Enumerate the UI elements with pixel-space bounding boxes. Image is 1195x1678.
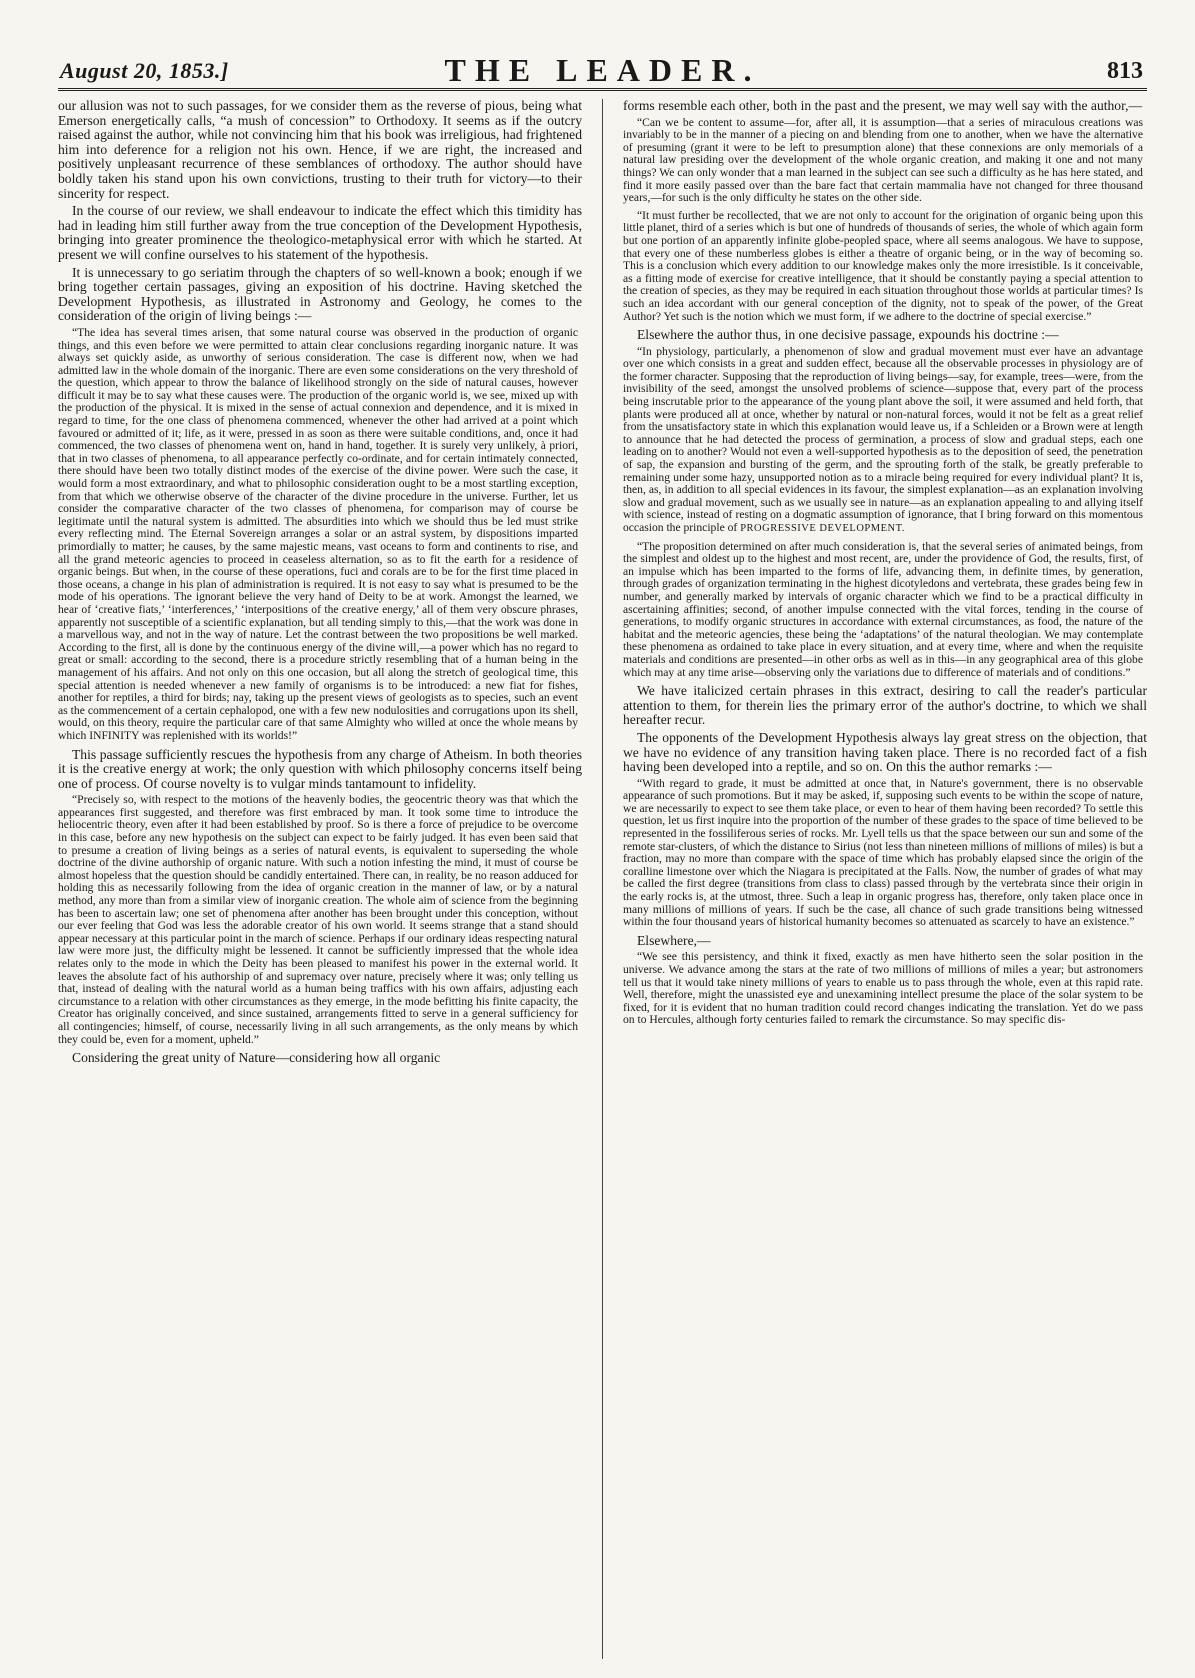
column-rule (602, 99, 603, 1659)
paragraph: forms resemble each other, both in the past and the present, we may well say with the author,— (622, 99, 1143, 113)
quotation: “The proposition determined on after much consideration is, that the several series of animated beings, from the simplest and oldest up to the highest and most recent, are, under the providence of God, the results, first, of an impulse which has been imparted to the forms of life, advancing them, in definite times, by generation, through grades of organization terminating in the highest dicotyledons and vertebrata, these grades being few in number, and generally marked by intervals of organic character which we find to be a practical difficulty in ascertaining affinities; second, of another impulse connected with the vital forces, tending in the course of generations, to modify organic structures in accordance with external circumstances, as food, the nature of the habitat and the meteoric agencies, these being the ‘adaptations’ of the natural theologian. We may contemplate these phenomena as ordained to take place in every situation, and at every time, where and when the requisite materials and conditions are presented—in other orbs as well as in this—in any geographical area of this globe which may at any time arise—observing only the variations due to difference of materials and of conditions.” (622, 539, 1143, 679)
masthead (58, 0, 1147, 91)
paragraph: Elsewhere the author thus, in one decisive passage, expounds his doctrine :— (636, 327, 1059, 343)
quotation: “Can we be content to assume—for, after all, it is assumption—that a series of miraculous creations was invariably to be in the manner of a piecing on and blending from one to another, when we have the alternative of presuming (grant it were to be left to presumption alone) that these connexions are only memorials of a natural law presiding over the development of the whole organic creation, and making it one and not many things? We can only wonder that a man learned in the subject can see such a difficulty as he has here stated, and find it more easily passed over than the bare fact that certain mammalia have not changed for three thousand years,—for such is the only difficulty he states on the other side. (622, 115, 1143, 205)
page-number: 813 (1107, 58, 1143, 84)
issue-date: August 20, 1853.] (60, 58, 229, 83)
quotation: “With regard to grade, it must be admitted at once that, in Nature's government, there is no observable appearance of such promotions. But it may be asked, if, supposing such events to be within the scope of nature, we are necessarily to expect to see them take place, or even to hear of them having been recorded? To settle this question, let us first inquire into the proportion of the number of these grades to the space of time believed to be represented in the fossiliferous series of rocks. Mr. Lyell tells us that the space between our sun and some of the remote star-clusters, of which the distance to Sirius (not less than nineteen millions of millions of miles) is but a fraction, may no more than compare with the space of time which has probably elapsed since the origin of the coralline limestone over which the Niagara is precipitated at the Falls. Now, the number of grades of what may be called the first degree (transitions from class to class) passed through by the vertebrata since their origin in the early rocks is, at the utmost, three. Such a leap in organic progress has, therefore, only taken place once in many millions of millions of years. If such be the case, all chance of such grade transitions being witnessed within the four thousand years of historical humanity becomes so attenuated as scarcely to have an existence.” (622, 776, 1143, 929)
paragraph: We have italicized certain phrases in this extract, desiring to call the reader's particular attention to them, for therein lies the primary error of the author's doctrine, to which we shall hereafter recur. (622, 683, 1147, 728)
progressive-development-term: PROGRESSIVE DEVELOPMENT. (740, 523, 905, 534)
quotation: “We see this persistency, and think it fixed, exactly as men have hitherto seen the solar position in the universe. We advance among the stars at the rate of two millions of millions of miles a year; but astronomers tell us that it would take ninety millions of years to enable us to pass through the whole, even at this rapid rate. Well, therefore, might the unassisted eye and unexamining intellect presume the place of the solar system to be fixed, for it is evident that no human tradition could record changes indicating the translation. Yet do we pass on to Hercules, although forty centuries failed to remark the circumstance. So may specific dis- (622, 950, 1143, 1027)
quotation-text: “In physiology, particularly, a phenomenon of slow and gradual movement must ever have an advantage over one which consists in a great and sudden effect, because all the observable processes in physiology are of the former character. Supposing that the reproduction of living beings—say, for example, trees—were, from the invisibility of the seed, amongst the unsolved problems of science—suppose that, every part of the process being inscrutable prior to the appearance of the young plant above the soil, it were assumed and held forth, that plants were produced all at once, whether by natural or non-natural forces, would it not be felt as a great relief from the unsatisfactory state in which this explanation would leave us, if a Schleiden or a Brown were at length to announce that he had detected the process of germination, a process of slow and gradual steps, each one leading on to another? Would not even a well-supported hypothesis as to the deposition of seed, the penetration of sap, the expansion and bursting of the germ, and the sprouting forth of the stalk, be greatly preferable to remaining under some hazy, unsupported notion as to a miracle being required for every individual plant? It is, then, as, in addition to all special evidences in its favour, the simplest explanation—as an explanation involving slow and gradual movement, such as we usually see in nature—as an explanation appealing to and allying itself with science, instead of resting on a dogmatic assumption of ignorance, that I bring forward on this momentous occasion the principle of (622, 344, 1143, 534)
left-column (58, 99, 582, 1659)
paragraph: Considering the great unity of Nature—considering how all organic (72, 1050, 441, 1066)
quotation (623, 346, 1147, 536)
quotation: “Precisely so, with respect to the motions of the heavenly bodies, the geocentric theory was that which the appearances first suggested, and therefore was first embraced by man. It took some time to introduce the heliocentric theory, even after it had been established by proof. So is there a force of prejudice to be overcome in this case, before any new hypothesis on the subject can expect to be fairly judged. It has even been said that to presume a creation of living beings as a series of natural events, is equivalent to superseding the whole doctrine of the divine authorship of organic nature. With such a notion infesting the mind, it must of course be almost hopeless that the question should be candidly entertained. There can, in reality, be no reason adduced for holding this as necessarily following from the idea of organic creation in the manner of law, or by a natural method, any more than from a similar view of inorganic creation. The whole aim of science from the beginning has been to ascertain law; one set of phenomena after another has been brought under this conception, without our ever feeling that God was less the adorable creator of his own world. It seems strange that a stand should appear necessary at this particular point in the march of science. Perhaps if our ordinary ideas respecting natural law were more just, the difficulty might be lessened. It cannot be sufficiently impressed that the whole idea relates only to the mode in which the Deity has been pleased to manifest his power in the external world. It leaves the absolute fact of his authorship of and supremacy over nature, precisely where it was; only telling us that, instead of dealing with the natural world as a human being traffics with his own affairs, adjusting each circumstance to a relation with other circumstances as they emerge, in the mode befitting his finite capacity, the Creator has originally conceived, and since sustained, arrangements fitted to serve in a general sufficiency for all contingencies; himself, of course, necessarily living in all such arrangements, as the only means by which they could be, even for a moment, upheld.” (58, 793, 578, 1046)
paragraph: our allusion was not to such passages, for we consider them as the reverse of pious, being what Emerson energetically calls, “a mush of concession” to Orthodoxy. It seems as if the outcry raised against the author, while not convincing him that his book was irreligious, had frightened him into deference for a religion not his own. Hence, if we are right, the increased and positively unpleasant recurrence of these semblances of orthodoxy. The author should have boldly taken his stand upon his own convictions, trusting to their truth for victory—to their sincerity for respect. (58, 99, 582, 201)
newspaper-title: THE LEADER. (444, 52, 761, 88)
paragraph: This passage sufficiently rescues the hypothesis from any charge of Atheism. In both theories it is the creative energy at work; the only question with which philosophy concerns itself being one of process. Of course novelty is to vulgar minds tantamount to infidelity. (58, 746, 582, 791)
paragraph: Elsewhere,— (636, 932, 711, 948)
quotation: “The idea has several times arisen, that some natural course was observed in the production of organic things, and this even before we were permitted to attain clear conclusions regarding inorganic nature. It was always set quickly aside, as unworthy of serious consideration. The case is different now, when we had admitted law in the whole domain of the inorganic. There are even some considerations on the very threshold of the question, which appear to throw the balance of likelihood strongly on the side of natural causes, however difficult it may be to say what these causes were. The production of the organic world is, we see, mixed up with the production of the physical. It is mixed in the sense of actual connexion and dependence, and it is mixed in regard to time, for the one class of phenomena commenced, whenever the other had arrived at a point which favoured or admitted of it; life, as it were, pressed in as soon as there were suitable conditions, and, once it had commenced, the two classes of phenomena went on, hand in hand, together. It is surely very unlikely, à priori, that in two classes of phenomena, to all appearance perfectly co-ordinate, and for certain intimately connected, there should have been two totally distinct modes of the exercise of the divine power. Were such the case, it would form a most extraordinary, and what to philosophic consideration ought to be a most startling exception, from that which we otherwise observe of the character of the divine procedure in the universe. Further, let us consider the comparative character of the two classes of phenomena, for comparison may of course be legitimate until the natural system is admitted. The absurdities into which we should thus be led must strike every reflecting mind. The Eternal Sovereign arranges a solar or an astral system, by dispositions imparted primordially to matter; he causes, by the same majestic means, vast oceans to form and continents to rise, and all the grand meteoric agencies to proceed in ceaseless alternation, so as to fit the earth for a residence of organic beings. But when, in the course of these operations, fuci and corals are to be for the first time placed in those oceans, a change in his plan of administration is required. It is not easy to say what is presumed to be the mode of his operations. The ignorant believe the very hand of Deity to be at work. Amongst the learned, we hear of ‘creative fiats,’ ‘interferences,’ ‘interpositions of the creative energy,’ all of them very obscure phrases, apparently not susceptible of a scientific explanation, but all tending simply to this,—that the work was done in a marvellous way, and not in the way of nature. Let the contrast between the two propositions be well marked. According to the first, all is done by the continuous energy of the divine will,—a power which has no regard to great or small: according to the second, there is a procedure strictly resembling that of a human being in the management of his affairs. And not only on this one occasion, but all along the stretch of geological time, this special attention is needed whenever a new family of organisms is to be introduced: a new fiat for fishes, another for reptiles, a third for birds; nay, taking up the present views of geologists as to species, such an event as the commencement of a certain cephalopod, one with a few new nodulosities and corrugations upon its shell, would, on this theory, require the particular care of that same Almighty who willed at once the whole means by which INFINITY was replenished with its worlds!” (58, 325, 578, 742)
paragraph: The opponents of the Development Hypothesis always lay great stress on the objection, that we have no evidence of any transition having taken place. There is no recorded fact of a fish having been developed into a reptile, and so on. On this the author remarks :— (622, 729, 1147, 775)
right-column (623, 99, 1147, 1659)
quotation: “It must further be recollected, that we are not only to account for the origination of organic being upon this little planet, third of a series which is but one of hundreds of thousands of series, the whole of which again form but one portion of an apparently infinite globe-peopled space, where all seems analogous. We have to suppose, that every one of these numberless globes is either a theatre of organic being, or in the way of becoming so. This is a conclusion which every addition to our knowledge makes only the more irresistible. Is it conceivable, as a fitting mode of exercise for creative intelligence, that it should be constantly paying a special attention to the creation of species, as they may be required in each situation throughout those worlds at particular times? Is such an idea accordant with our general conception of the dignity, not to speak of the power, of the Great Author? Yet such is the notion which we must form, if we adhere to the doctrine of special exercise.” (622, 208, 1143, 323)
paragraph: It is unnecessary to go seriatim through the chapters of so well-known a book; enough if we bring together certain passages, giving an exposition of his doctrine. Having sketched the Development Hypothesis, as illustrated in Astronomy and Geology, he comes to the consideration of the origin of living beings :— (58, 264, 582, 324)
paragraph: In the course of our review, we shall endeavour to indicate the effect which this timidity has had in leading him still further away from the true conception of the Development Hypothesis, bringing into greater prominence the theologico-metaphysical error with which he started. At present we will confine ourselves to his statement of the hypothesis. (58, 203, 582, 262)
columns (58, 91, 1147, 1659)
